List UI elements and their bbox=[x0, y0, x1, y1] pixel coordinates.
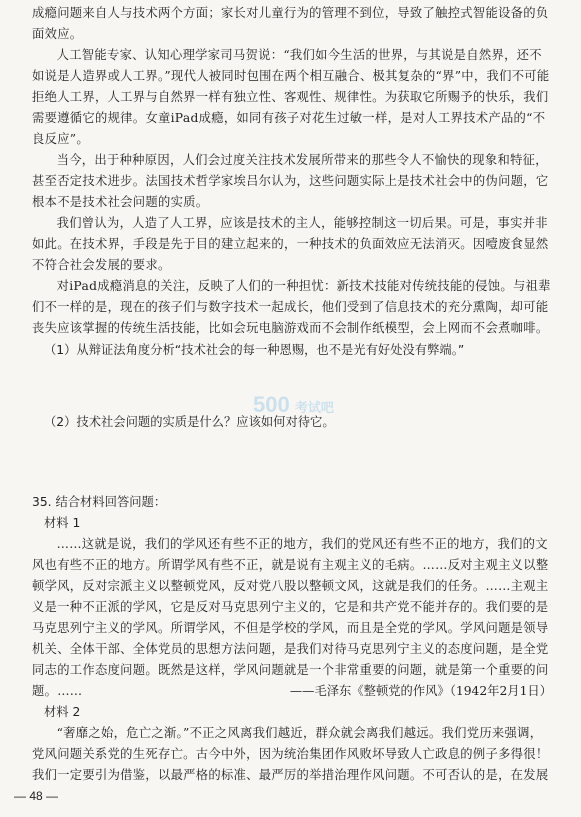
material-2-label: 材料 2 bbox=[44, 705, 81, 719]
watermark-brand: 500 bbox=[253, 392, 290, 417]
material-paragraph: 对iPad成瘾消息的关注，反映了人们的一种担忧：新技术技能对传统技能的侵蚀。与祖辈们不一样的是，现在的孩子们与数字技术一起成长，他们受到了信息技术的充分熏陶，却可能丧失应该掌握的传统生活技能，比如会玩电脑游戏而不会制作纸模型，会上网而不会煮咖啡。 bbox=[32, 279, 551, 335]
material-paragraph: 我们曾认为，人造了人工界，应该是技术的主人，能够控制这一切后果。可是，事实并非如此。在技术界，手段是先于目的建立起来的，一种技术的负面效应无法消灭。因噎废食显然不符合社会发展的要求。 bbox=[32, 216, 549, 272]
question-2: （2）技术社会问题的实质是什么？应该如何对待它。 bbox=[44, 415, 335, 429]
watermark-text: 考试吧 bbox=[294, 400, 334, 415]
question-1: （1）从辩证法角度分析“技术社会的每一种恩赐，也不是光有好处没有弊端。” bbox=[44, 343, 465, 357]
material-1-text: ……这就是说，我们的学风还有些不正的地方，我们的党风还有些不正的地方，我们的文风也有些不正的地方。所谓学风有些不正，就是说有主观主义的毛病。……反对主观主义以整顿学风，反对宗派主义以整顿党风，反对党八股以整顿文风，这就是我们的任务。……主观主义是一种不正派的学风，它是反对马克思列宁主义的，它是和共产党不能并存的。我们要的是马克思列宁主义的学风。所谓学风，不但是学校的学风，而且是全党的学风。学风问题是领导机关、全体干部、全体党员的思想方法问题，是我们对待马克思列宁主义的态度问题，是全党同志的工作态度问题。既然是这样，学风问题就是一个非常重要的问题，就是第一个重要的问题。…… bbox=[32, 537, 549, 698]
page-number: — 48 — bbox=[14, 789, 59, 803]
material-paragraph: 成瘾问题来自人与技术两个方面；家长对儿童行为的管理不到位，导致了触控式智能设备的负面效应。 bbox=[32, 6, 549, 41]
question-35-heading: 35. 结合材料回答问题： bbox=[32, 495, 167, 509]
material-paragraph: 人工智能专家、认知心理学家司马贺说：“我们如今生活的世界，与其说是自然界，还不如说是人造界或人工界。”现代人被同时包围在两个相互融合、极其复杂的“界”中，我们不可能拒绝人工界，人工界与自然界一样有独立性、客观性、规律性。为获取它所赐予的快乐，我们需要遵循它的规律。女童iPad成瘾，如同有孩子对花生过敏一样，是对人工界技术产品的“不良反应”。 bbox=[32, 48, 550, 146]
material-1-source: ——毛泽东《整顿党的作风》（1942年2月1日） bbox=[289, 684, 552, 698]
material-paragraph: 当今，出于种种原因，人们会过度关注技术发展所带来的那些令人不愉快的现象和特征，甚至否定技术进步。法国技术哲学家埃吕尔认为，这些问题实际上是技术社会中的伪问题，它根本不是技术社会问题的实质。 bbox=[32, 153, 549, 209]
material-1-label: 材料 1 bbox=[44, 516, 81, 530]
material-2-text: “奢靡之始，危亡之渐。”不正之风离我们越近，群众就会离我们越远。我们党历来强调，党风问题关系党的生死存亡。古今中外，因为统治集团作风败坏导致人亡政息的例子多得很！我们一定要引为借鉴，以最严格的标准、最严厉的举措治理作风问题。不可否认的是，在发展 bbox=[32, 726, 549, 782]
